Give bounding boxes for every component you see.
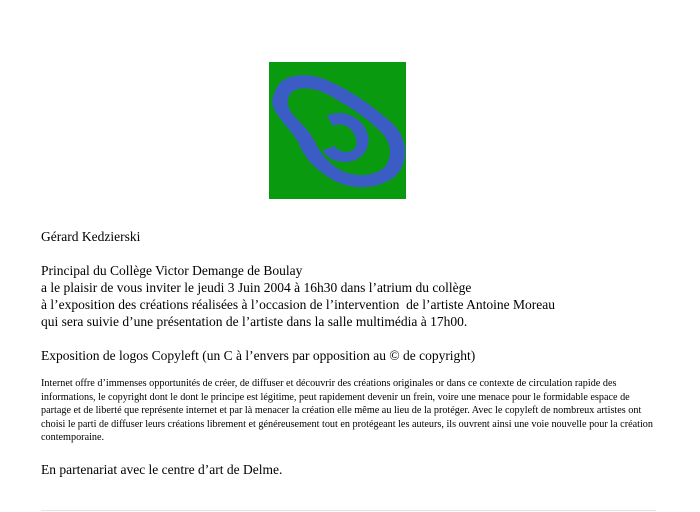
copyleft-logo-icon [269,62,406,199]
copyleft-description: Internet offre d’immenses opportunités de créer, de diffuser et découvrir des créations originales or dans ce contexte de circulation rapide des informations, le copyright dont le dont le principe est légitime, peut rapidement devenir un frein, voire une menace pour le formidable espace de partage et de liberté que représente internet et par là menacer la création elle même au lieu de la protéger. Avec le copyleft de nombreux artistes ont choisi le parti de diffuser leurs créations librement et généreusement tout en protégeant les auteurs, ils ouvrent ainsi une voie nouvelle pour la création contemporaine. [41,378,653,443]
sender-name: Gérard Kedzierski [41,229,141,244]
partnership-note: En partenariat avec le centre d’art de Delme. [41,461,283,477]
invitation-line: Principal du Collège Victor Demange de Boulay [41,263,303,278]
invitation-paragraph [41,262,656,330]
invitation-line: à l’exposition des créations réalisées à l’occasion de l’intervention de l’artiste Antoine Moreau [41,297,555,312]
invitation-line: a le plaisir de vous inviter le jeudi 3 Juin 2004 à 16h30 dans l’atrium du collège [41,280,472,295]
exhibition-title: Exposition de logos Copyleft (un C à l’envers par opposition au © de copyright) [41,348,476,363]
divider [41,510,656,511]
invitation-line: qui sera suivie d’une présentation de l’artiste dans la salle multimédia à 17h00. [41,314,468,329]
letter-content [41,228,656,478]
copyleft-logo [269,62,406,199]
